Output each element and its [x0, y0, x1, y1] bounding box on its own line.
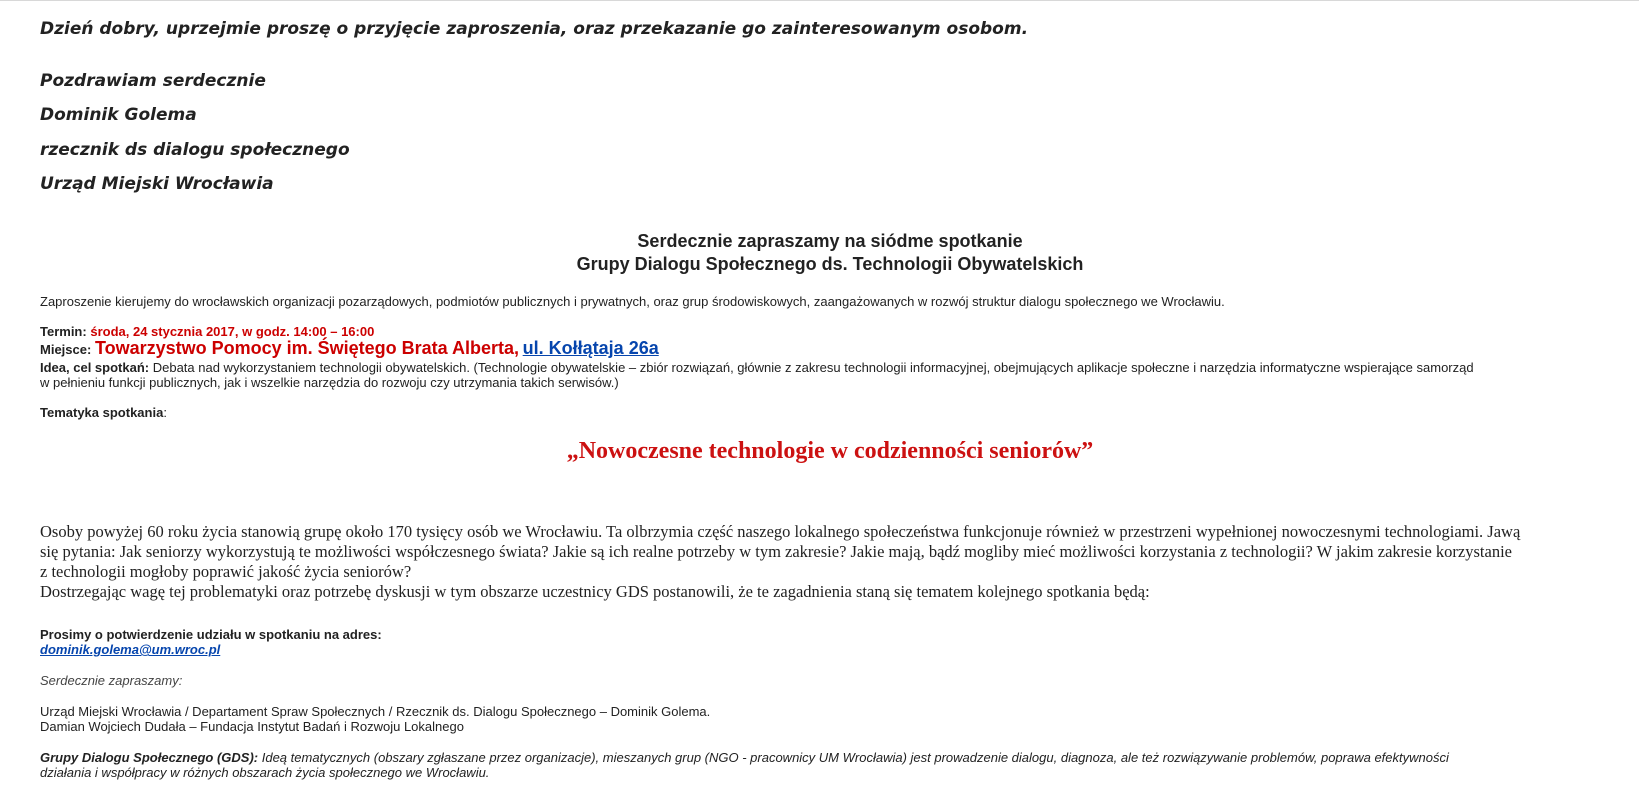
signature-name: Dominik Golema	[40, 105, 197, 125]
gds-label: Grupy Dialogu Społecznego (GDS):	[40, 750, 259, 765]
term-label: Termin:	[40, 324, 87, 339]
rsvp-label: Prosimy o potwierdzenie udziału w spotkaniu na adres:	[40, 627, 382, 642]
invitation-title-line2: Grupy Dialogu Społecznego ds. Technologii Obywatelskich	[576, 254, 1084, 274]
body-line-4: Dostrzegając wagę tej problematyki oraz potrzebę dyskusji w tym obszarze uczestnicy GDS postanowili, że te zagadnienia staną się tematem kolejnego spotkania będą:	[40, 582, 1150, 601]
idea-paragraph	[40, 360, 1620, 390]
greeting-regards: Pozdrawiam serdecznie	[40, 71, 266, 91]
closing-text: Serdecznie zapraszamy:	[40, 673, 183, 688]
organizer-line-2: Damian Wojciech Dudała – Fundacja Instytut Badań i Rozwoju Lokalnego	[40, 719, 464, 734]
place-label: Miejsce:	[40, 342, 92, 357]
invitation-audience: Zaproszenie kierujemy do wrocławskich organizacji pozarządowych, podmiotów publicznych i prywatnych, oraz grup środowiskowych, zaangażowanych w rozwój struktur dialogu społecznego we Wrocławiu.	[40, 294, 1225, 309]
organizers	[40, 704, 710, 734]
gds-text-line1: Ideą tematycznych (obszary zgłaszane przez organizacje), mieszanych grup (NGO - pracownicy UM Wrocławia) jest prowadzenie dialogu, diagnoza, ale też rozwiązywanie problemów, poprawa efektywności	[258, 750, 1449, 765]
gds-description	[40, 750, 1620, 780]
idea-text-line2: w pełnieniu funkcji publicznych, jak i wszelkie narzędzia do rozwoju czy utrzymania takich serwisów.)	[40, 375, 619, 390]
top-divider	[0, 0, 1639, 1]
gds-text-line2: działania i współpracy w różnych obszarach życia społecznego we Wrocławiu.	[40, 765, 490, 780]
topic-row	[40, 405, 167, 420]
body-line-1: Osoby powyżej 60 roku życia stanowią grupę około 170 tysięcy osób we Wrocławiu. Ta olbrzymia część naszego lokalnego społeczeństwa funkcjonuje również w przestrzeni wypełnionej nowoczesnymi technologiami. Jawą	[40, 522, 1521, 541]
organizer-line-1: Urząd Miejski Wrocławia / Departament Spraw Społecznych / Rzecznik ds. Dialogu Społecznego – Dominik Golema.	[40, 704, 711, 719]
signature-role: rzecznik ds dialogu społecznego	[40, 140, 350, 160]
topic-title: „Nowoczesne technologie w codzienności seniorów”	[566, 438, 1094, 464]
rsvp-email-link[interactable]: dominik.golema@um.wroc.pl	[40, 642, 221, 657]
topic-colon: :	[163, 405, 167, 420]
place-address-link[interactable]: ul. Kołłątaja 26a	[522, 338, 659, 358]
greeting-intro: Dzień dobry, uprzejmie proszę o przyjęcie zaproszenia, oraz przekazanie go zainteresowanym osobom.	[40, 19, 1029, 39]
invitation-title-line1: Serdecznie zapraszamy na siódme spotkanie	[637, 231, 1023, 251]
term-value: środa, 24 stycznia 2017, w godz. 14:00 – 16:00	[90, 324, 375, 339]
body-line-3: z technologii mogłoby poprawić jakość życia seniorów?	[40, 562, 412, 581]
signature-office: Urząd Miejski Wrocławia	[40, 174, 274, 194]
place-row	[40, 338, 659, 359]
place-name: Towarzystwo Pomocy im. Świętego Brata Alberta,	[94, 338, 520, 358]
topic-label: Tematyka spotkania	[40, 405, 164, 420]
topic-body	[40, 522, 1620, 602]
body-line-2: się pytania: Jak seniorzy wykorzystują te możliwości współczesnego świata? Jakie są ich realne potrzeby w tym zakresie? Jakie mają, bądź mogliby mieć możliwości korzystania z technologii? W jakim zakresie korzystanie	[40, 542, 1512, 561]
idea-text-line1: Debata nad wykorzystaniem technologii obywatelskich. (Technologie obywatelskie – zbiór rozwiązań, głównie z zakresu technologii informacyjnej, obejmujących aplikacje społeczne i narzędzia informatyczne wspierające samorząd	[152, 360, 1474, 375]
idea-label: Idea, cel spotkań:	[40, 360, 150, 375]
term-row	[40, 324, 374, 339]
